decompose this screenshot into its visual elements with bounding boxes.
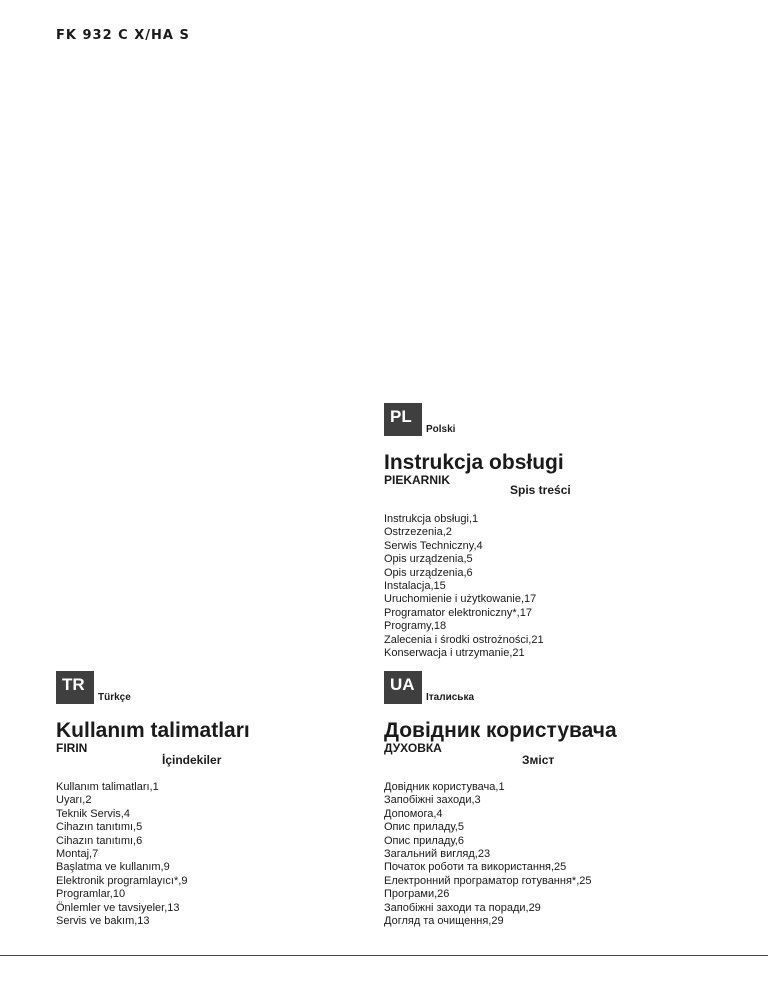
toc-item: Programator elektroniczny*,17 <box>384 606 532 619</box>
language-name: Італиська <box>426 692 475 703</box>
toc-item: Ostrzezenia,2 <box>384 526 452 539</box>
toc-item: Önlemler ve tavsiyeler,13 <box>56 901 180 914</box>
toc-item: Cihazın tanıtımı,5 <box>56 821 143 834</box>
toc-item: Електронний програматор готування*,25 <box>384 874 592 887</box>
toc-item: Programlar,10 <box>56 888 126 901</box>
toc-item: Serwis Techniczny,4 <box>384 539 483 552</box>
toc-item: Uyarı,2 <box>56 794 92 807</box>
language-name: Polski <box>426 424 456 435</box>
toc-item: Початок роботи та використання,25 <box>384 861 567 874</box>
toc-item: Başlatma ve kullanım,9 <box>56 861 170 874</box>
toc-item: Programy,18 <box>384 620 447 633</box>
toc-item: Допомога,4 <box>384 807 443 820</box>
toc-item: Загальний вигляд,23 <box>384 848 491 861</box>
toc-item: Zalecenia i środki ostrożności,21 <box>384 633 544 646</box>
contents-heading: Зміст <box>522 753 555 767</box>
toc-item: Опис приладу,5 <box>384 821 464 834</box>
toc-item: Програми,26 <box>384 888 450 901</box>
toc-item: Montaj,7 <box>56 848 99 861</box>
toc-item: Servis ve bakım,13 <box>56 915 150 928</box>
language-header <box>384 671 714 707</box>
toc-item: Opis urządzenia,6 <box>384 566 473 579</box>
footer-rule <box>0 955 768 956</box>
manual-title: Kullanım talimatları <box>56 719 250 742</box>
appliance-name: ДУХОВКА <box>384 741 442 755</box>
appliance-name: FIRIN <box>56 741 88 755</box>
language-name: Türkçe <box>98 692 131 703</box>
toc-item: Teknik Servis,4 <box>56 807 130 820</box>
toc-item: Elektronik programlayıcı*,9 <box>56 874 188 887</box>
subtitle-row <box>384 743 714 767</box>
table-of-contents <box>384 781 714 928</box>
toc-item: Опис приладу,6 <box>384 834 464 847</box>
toc-item: Догляд та очищення,29 <box>384 915 504 928</box>
section-turkish <box>56 671 386 928</box>
contents-heading: İçindekiler <box>162 753 222 767</box>
section-ukrainian <box>384 671 714 928</box>
toc-item: Opis urządzenia,5 <box>384 553 473 566</box>
language-code-badge: UA <box>384 671 422 704</box>
section-polish <box>384 403 714 660</box>
language-header <box>384 403 714 439</box>
language-header <box>56 671 386 707</box>
subtitle-row <box>56 743 386 767</box>
model-number: FK 932 C X/HA S <box>56 28 190 43</box>
toc-item: Konserwacja i utrzymanie,21 <box>384 647 525 660</box>
table-of-contents <box>56 781 386 928</box>
toc-item: Uruchomienie i użytkowanie,17 <box>384 593 537 606</box>
toc-item: Kullanım talimatları,1 <box>56 781 159 793</box>
toc-item: Instrukcja obsługi,1 <box>384 513 479 525</box>
language-code-badge: PL <box>384 403 422 436</box>
contents-heading: Spis treści <box>510 483 571 497</box>
toc-item: Запобіжні заходи та поради,29 <box>384 901 541 914</box>
manual-title: Довідник користувача <box>384 719 617 742</box>
subtitle-row <box>384 475 714 499</box>
table-of-contents <box>384 513 714 660</box>
manual-title: Instrukcja obsługi <box>384 451 564 474</box>
appliance-name: PIEKARNIK <box>384 473 451 487</box>
toc-item: Запобіжні заходи,3 <box>384 794 481 807</box>
toc-item: Cihazın tanıtımı,6 <box>56 834 143 847</box>
language-code-badge: TR <box>56 671 94 704</box>
toc-item: Instalacja,15 <box>384 580 446 593</box>
toc-item: Довідник користувача,1 <box>384 781 505 793</box>
